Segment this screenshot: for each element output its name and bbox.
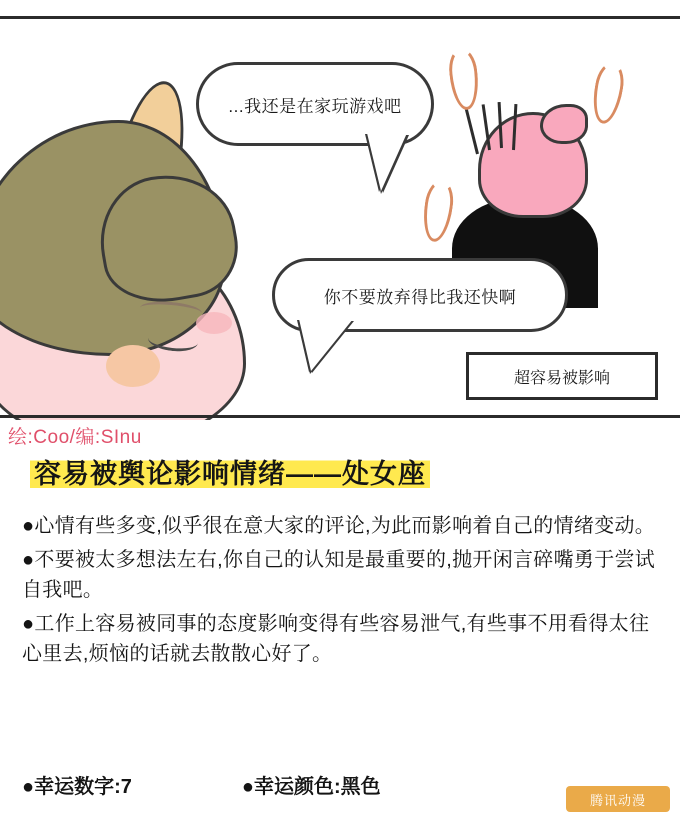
right-character-hair-tuft <box>540 104 588 144</box>
lucky-number-text: 幸运数字:7 <box>34 776 132 798</box>
lucky-color-text: 幸运颜色:黑色 <box>253 776 381 798</box>
left-character-blush <box>196 312 232 334</box>
left-character-cheek <box>106 345 160 387</box>
bullet-marker-icon: ● <box>22 549 35 571</box>
list-item-text: 工作上容易被同事的态度影响变得有些容易泄气,有些事不用看得太往心里去,烦恼的话就去散散心好了。 <box>22 613 650 665</box>
page-title: 容易被舆论影响情绪——处女座 <box>30 452 430 491</box>
steam-squiggle <box>420 178 456 243</box>
bullet-marker-icon: ● <box>22 613 35 635</box>
bullet-list <box>22 511 658 669</box>
speech-bubble-top <box>196 62 434 146</box>
right-character-hair-line <box>465 109 479 154</box>
lucky-number <box>22 770 132 799</box>
steam-squiggle <box>589 60 627 126</box>
bullet-marker-icon: ● <box>241 776 254 798</box>
article-section <box>0 452 680 798</box>
caption-box <box>466 352 658 400</box>
speech-bubble-tail <box>367 133 407 191</box>
list-item <box>22 511 658 541</box>
caption-box-text: 超容易被影响 <box>513 369 610 387</box>
bullet-marker-icon: ● <box>22 515 35 537</box>
bullet-marker-icon: ● <box>22 776 35 798</box>
speech-bubble-bottom <box>272 258 568 332</box>
lucky-color <box>242 770 381 799</box>
steam-squiggle <box>447 47 481 112</box>
watermark-logo: 腾讯动漫 <box>566 786 670 812</box>
speech-bubble-bottom-text: 你不要放弃得比我还快啊 <box>323 287 517 307</box>
list-item-text: 不要被太多想法左右,你自己的认知是最重要的,抛开闲言碎嘴勇于尝试自我吧。 <box>22 549 656 601</box>
list-item <box>22 609 658 669</box>
list-item <box>22 545 658 605</box>
lucky-row <box>22 770 622 799</box>
panel-top-border <box>0 16 680 19</box>
list-item-text: 心情有些多变,似乎很在意大家的评论,为此而影响着自己的情绪变动。 <box>34 515 656 537</box>
credits-line: 绘:Coo/编:SInu <box>8 427 142 448</box>
panel-bottom-border <box>0 415 680 418</box>
speech-bubble-top-text: ...我还是在家玩游戏吧 <box>228 96 402 116</box>
speech-bubble-tail <box>299 319 353 371</box>
